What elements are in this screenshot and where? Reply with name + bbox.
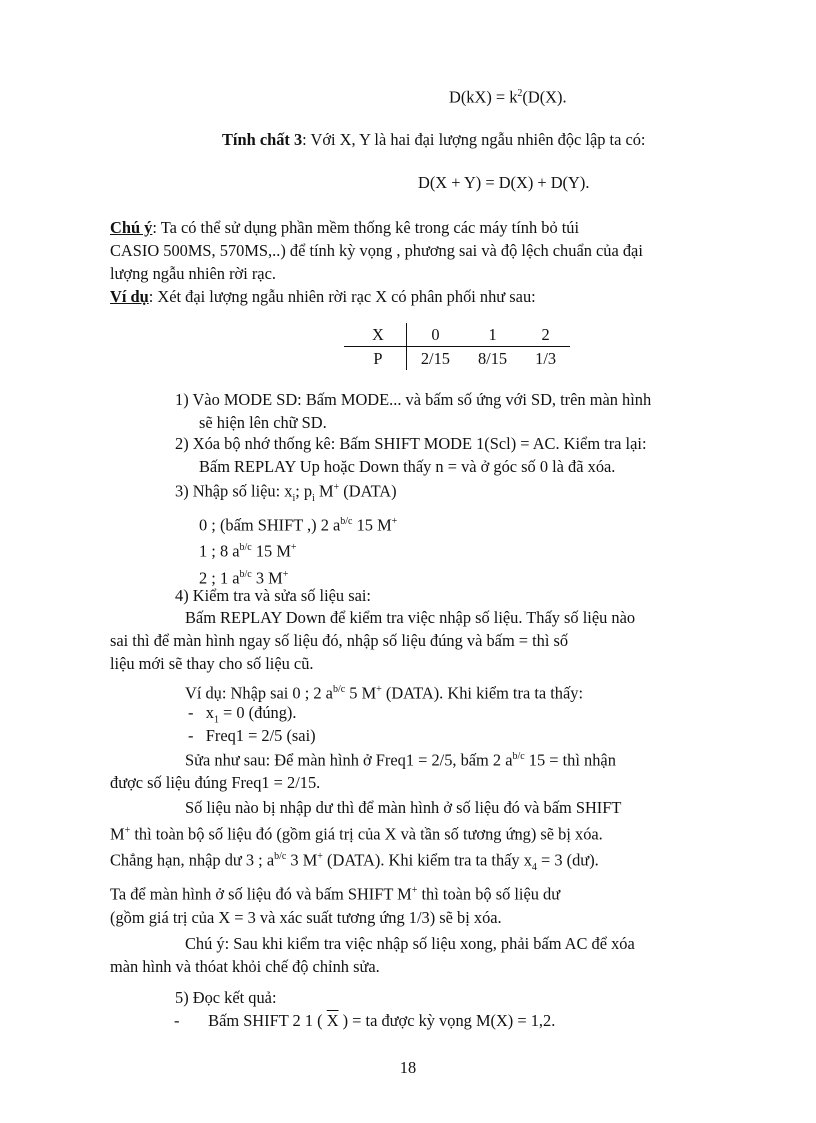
- extra-data-paragraph: Số liệu nào bị nhập dư thì để màn hình ở số liệu đó và bấm SHIFT M+ thì toàn bộ số liệu đó (gồm giá trị của X và tần số tương ứng) sẽ bị xóa. Chẳng hạn, nhập dư 3 ; $a^{b/c}$ 3 M+ (DATA). Khi kiểm tra ta thấy $x_4 = 3$ (dư). Ta để màn hình ở số liệu đó và bấm SHIFT M+ thì toàn bộ số liệu dư (gồm giá trị của X = 3 và xác suất tương ứng 1/3) sẽ bị xóa.: [110, 798, 622, 927]
- note-label: Chú ý: [110, 218, 153, 237]
- note-line-3: lượng ngẫu nhiên rời rạc.: [110, 264, 276, 283]
- page-number: 18: [399, 1058, 417, 1077]
- example-intro: Ví dụ: Xét đại lượng ngẫu nhiên rời rạc X có phân phối như sau:: [110, 287, 536, 306]
- example-2-bullet-1: - $x_1 = 0$ (đúng).: [188, 703, 297, 726]
- example-2-intro: Ví dụ: Nhập sai 0 ; 2 $a^{b/c}$ 5 M+ (DATA). Khi kiểm tra ta thấy:: [185, 683, 584, 703]
- formula-variance-sum: D(X + Y) = D(X) + D(Y).: [418, 173, 590, 192]
- result-line: - Bấm SHIFT 2 1 ( $\overline{X}$ ) = ta được kỳ vọng M(X) = 1,2.: [174, 1011, 556, 1030]
- step-2: 2) Xóa bộ nhớ thống kê: Bấm SHIFT MODE 1(Scl) = AC. Kiểm tra lại: Bấm REPLAY Up hoặc Down thấy n = và ở góc số 0 là đã xóa.: [175, 434, 647, 476]
- step-4: 4) Kiểm tra và sửa số liệu sai:: [175, 586, 371, 605]
- check-paragraph: Bấm REPLAY Down để kiểm tra việc nhập số liệu. Thấy số liệu nào sai thì để màn hình ngay số liệu đó, nhập số liệu đúng và bấm = thì số liệu mới sẽ thay cho số liệu cũ.: [110, 608, 636, 673]
- note-paragraph: [110, 216, 750, 285]
- step-5: 5) Đọc kết quả:: [175, 988, 277, 1007]
- example-label: Ví dụ: [110, 287, 149, 306]
- distribution-table: [344, 323, 570, 370]
- table-row-p: P 2/15 8/15 1/3: [344, 347, 570, 371]
- fix-paragraph: Sửa như sau: Để màn hình ở Freq1 = 2/5, bấm 2 $a^{b/c}$ 15 = thì nhận được số liệu đúng Freq1 = 2/15.: [110, 750, 616, 793]
- table-row-x: X 0 1 2: [344, 323, 570, 347]
- example-2-bullet-2: - Freq1 = 2/5 (sai): [188, 726, 316, 745]
- property-3-text: : Với X, Y là hai đại lượng ngẫu nhiên độc lập ta có:: [302, 130, 646, 149]
- note-line-2: CASIO 500MS, 570MS,..) để tính kỳ vọng , phương sai và độ lệch chuẩn của đại: [110, 241, 643, 260]
- note-line-1: Chú ý: Ta có thể sử dụng phần mềm thống kê trong các máy tính bỏ túi: [110, 218, 580, 237]
- step-3: 3) Nhập số liệu: $x_i$; $p_i$ M+ (DATA) 0 ; (bấm SHIFT ,) 2 $a^{b/c}$ 15 M+ 1 ; 8 $a^{b/c}$ 15 M+ 2 ; 1 $a^{b/c}$ 3 M+: [175, 481, 398, 588]
- property-3-label: Tính chất 3: [222, 130, 303, 149]
- step-1: 1) Vào MODE SD: Bấm MODE... và bấm số ứng với SD, trên màn hình sẽ hiện lên chữ SD.: [175, 390, 652, 432]
- note-2-paragraph: Chú ý: Sau khi kiểm tra việc nhập số liệu xong, phải bấm AC để xóa màn hình và thóat khỏi chế độ chỉnh sửa.: [110, 934, 635, 976]
- property-3: [222, 128, 646, 151]
- formula-variance-scale: $D(kX) = k^2(D(X)$.: [449, 87, 567, 107]
